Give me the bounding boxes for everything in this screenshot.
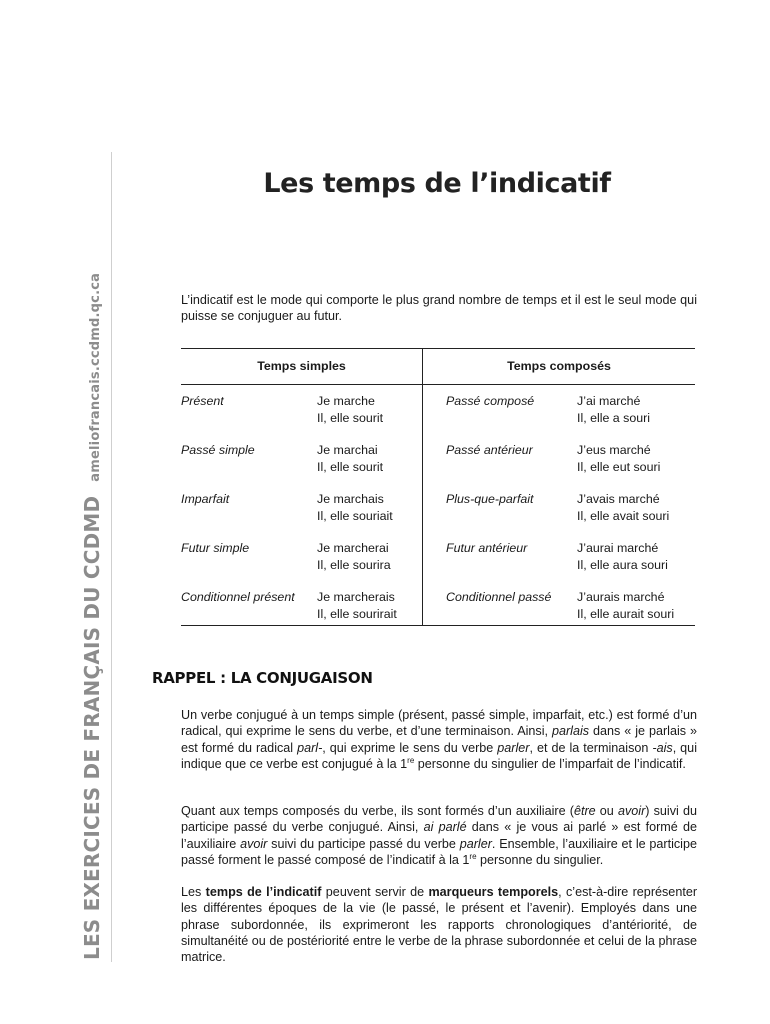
table-row: [181, 385, 695, 443]
compound-tense-name: Passé composé: [446, 394, 535, 409]
compound-tense-name: Plus-que-parfait: [446, 492, 534, 507]
table-row: [181, 442, 695, 491]
series-title: LES EXERCICES DE FRANÇAIS DU CCDMD: [80, 495, 104, 960]
simple-tense-forms: Je marcherai Il, elle sourira: [317, 540, 423, 589]
table-row: [181, 491, 695, 540]
simple-tense-forms: Je marcherais Il, elle sourirait: [317, 589, 423, 626]
section-heading: RAPPEL : LA CONJUGAISON: [152, 669, 373, 687]
compound-tense-forms: J’aurai marché Il, elle aura souri: [577, 541, 668, 572]
paragraph-simple-tenses: Un verbe conjugué à un temps simple (présent, passé simple, imparfait, etc.) est formé d’un radical, qui exprime le sens du verbe, et d’une terminaison. Ainsi, parlais dans « je parlais » est formé du radical parl-, qui exprime le sens du verbe parler, et de la terminaison -ais, qui indique que ce verbe est conjugué à la 1re personne du singulier de l’imparfait de l’indicatif.: [181, 708, 697, 771]
simple-tense-name: Présent: [181, 394, 224, 409]
simple-tense-forms: Je marchai Il, elle sourit: [317, 442, 423, 491]
paragraph-compound-tenses: Quant aux temps composés du verbe, ils sont formés d’un auxiliaire (être ou avoir) suivi du participe passé du verbe conjugué. Ainsi, ai parlé dans « je vous ai parlé » est formé de l’auxiliaire avoir suivi du participe passé du verbe parler. Ensemble, l’auxiliaire et le participe passé forment le passé composé de l’indicatif à la 1re personne du singulier.: [181, 804, 697, 867]
compound-tense-forms: J’avais marché Il, elle avait souri: [577, 492, 670, 523]
simple-tense-name: Imparfait: [181, 492, 230, 507]
tenses-table: [181, 348, 695, 626]
header-simple-tenses: Temps simples: [181, 349, 423, 385]
simple-tense-forms: Je marche Il, elle sourit: [317, 385, 423, 443]
compound-tense-forms: J’eus marché Il, elle eut souri: [577, 443, 661, 474]
compound-tense-name: Conditionnel passé: [423, 589, 578, 626]
spine-divider: [111, 152, 112, 962]
intro-paragraph: L’indicatif est le mode qui comporte le plus grand nombre de temps et il est le seul mode qui puisse se conjuguer au futur.: [181, 293, 697, 324]
site-url[interactable]: ameliofrancais.ccdmd.qc.ca: [88, 272, 103, 482]
simple-tense-name: Conditionnel présent: [181, 589, 317, 626]
header-compound-tenses: Temps composés: [423, 349, 696, 385]
paragraph-time-markers: Les temps de l’indicatif peuvent servir de marqueurs temporels, c’est-à-dire représenter les différentes époques de la vie (le passé, le présent et l’avenir). Employés dans une phrase subordonnée, ils exprimeront les rapports chronologiques d’antériorité, de simultanéité ou de postériorité entre le verbe de la phrase subordonnée et celui de la phrase matrice.: [181, 885, 698, 965]
simple-tense-name: Passé simple: [181, 443, 255, 458]
table-row: [181, 540, 695, 589]
simple-tense-name: Futur simple: [181, 541, 250, 556]
simple-tense-forms: Je marchais Il, elle souriait: [317, 491, 423, 540]
compound-tense-name: Passé antérieur: [446, 443, 533, 458]
compound-tense-name: Futur antérieur: [446, 541, 528, 556]
compound-tense-forms: J’aurais marché Il, elle aurait souri: [577, 589, 695, 626]
page-title: Les temps de l’indicatif: [263, 168, 611, 199]
table-row: [181, 589, 695, 626]
compound-tense-forms: J’ai marché Il, elle a souri: [577, 394, 651, 425]
